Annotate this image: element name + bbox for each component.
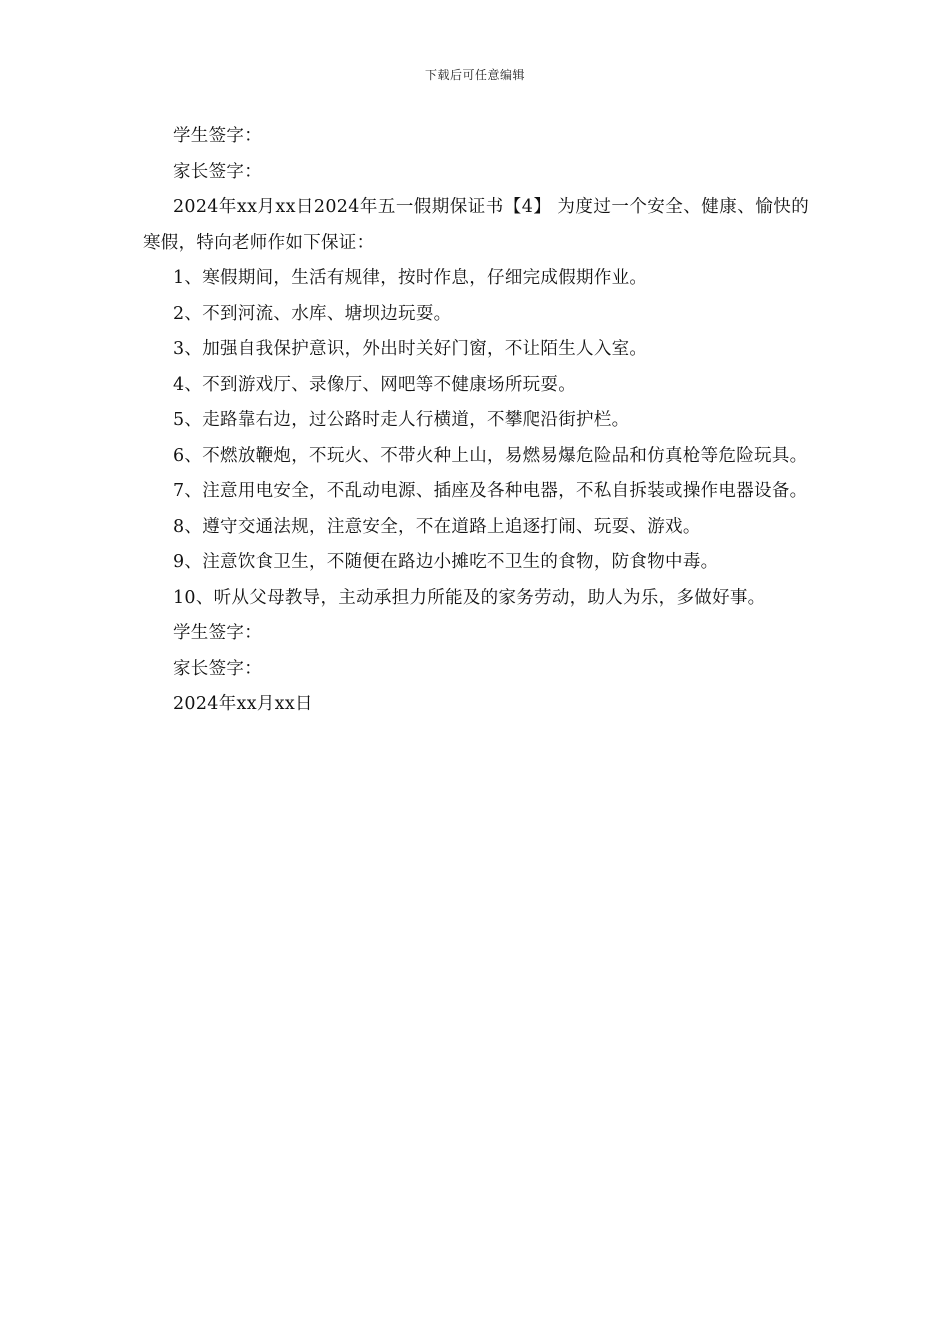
list-item-4: 4、不到游戏厅、录像厅、网吧等不健康场所玩耍。 xyxy=(173,374,577,395)
date-line: 2024年xx月xx日 xyxy=(173,694,313,714)
list-item-9: 9、注意饮食卫生，不随便在路边小摊吃不卫生的食物，防食物中毒。 xyxy=(173,552,719,572)
parent-signature-line: 家长签字： xyxy=(173,658,262,679)
document-body xyxy=(143,119,809,723)
student-signature-line: 学生签字： xyxy=(173,623,262,643)
list-item-7: 7、注意用电安全，不乱动电源、插座及各种电器，不私自拆装或操作电器设备。 xyxy=(173,481,808,501)
student-signature-line: 学生签字： xyxy=(173,126,262,146)
page-header: 下载后可任意编辑 xyxy=(424,68,525,82)
list-item-8: 8、遵守交通法规，注意安全，不在道路上追逐打闹、玩耍、游戏。 xyxy=(173,516,701,537)
list-item-2: 2、不到河流、水库、塘坝边玩耍。 xyxy=(173,303,452,324)
list-item-6: 6、不燃放鞭炮，不玩火、不带火种上山，易燃易爆危险品和仿真枪等危险玩具。 xyxy=(173,445,808,466)
parent-signature-line: 家长签字： xyxy=(173,161,262,182)
list-item-10: 10、听从父母教导，主动承担力所能及的家务劳动，助人为乐，多做好事。 xyxy=(173,587,766,608)
intro-paragraph: 2024年xx月xx日2024年五一假期保证书【4】 为度过一个安全、健康、愉快的寒假，特向老师作如下保证： xyxy=(143,197,809,253)
list-item-1: 1、寒假期间，生活有规律，按时作息，仔细完成假期作业。 xyxy=(173,268,648,288)
list-item-5: 5、走路靠右边，过公路时走人行横道，不攀爬沿街护栏。 xyxy=(173,410,630,430)
list-item-3: 3、加强自我保护意识，外出时关好门窗，不让陌生人入室。 xyxy=(173,339,648,359)
